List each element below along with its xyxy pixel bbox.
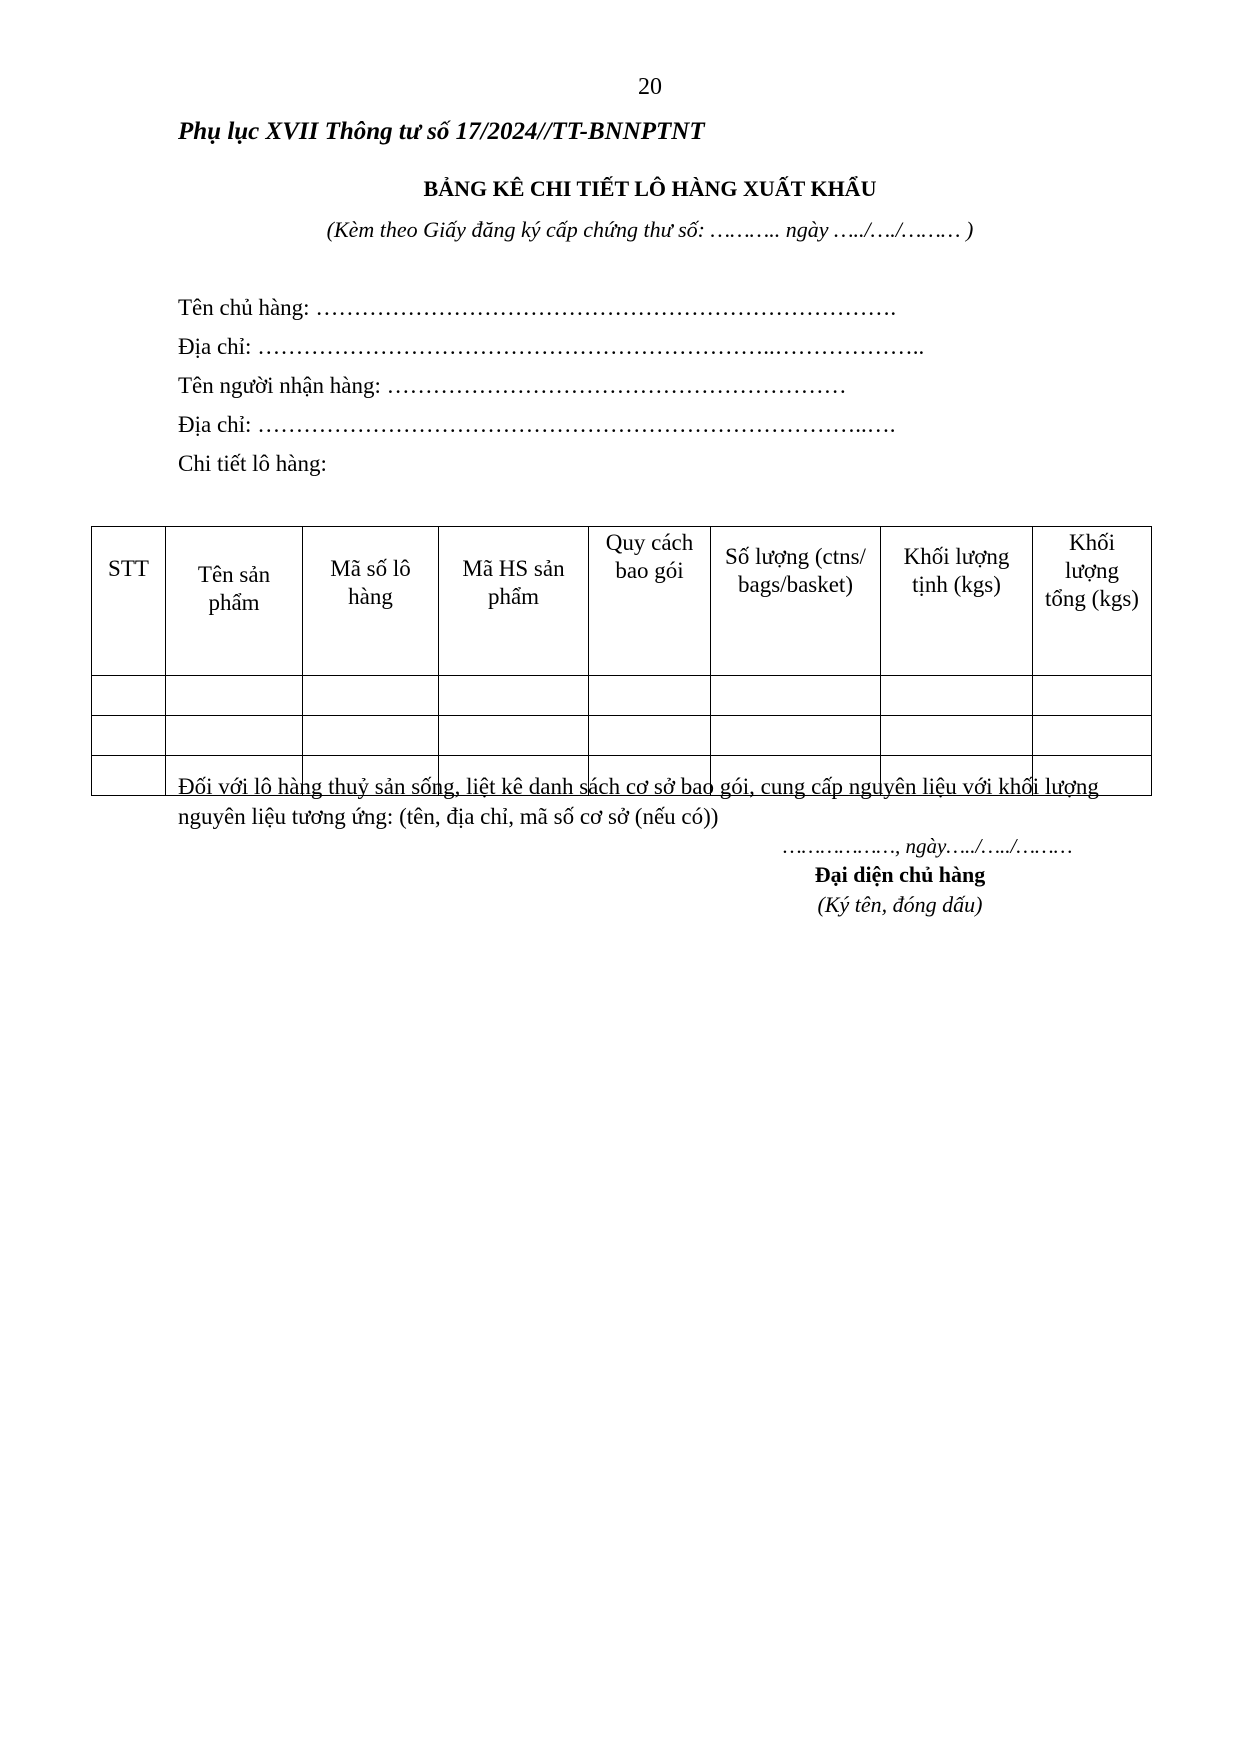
table-cell: [589, 716, 711, 756]
field-consignee-address: Địa chỉ: ……………………………………………………………………..….: [178, 412, 896, 437]
header-net-weight: Khối lượng tịnh (kgs): [881, 527, 1033, 676]
header-gross-weight: Khối lượng tổng (kgs): [1033, 527, 1152, 676]
table-cell: [1033, 716, 1152, 756]
table-row: [92, 676, 1152, 716]
table-cell: [881, 716, 1033, 756]
table-cell: [92, 676, 166, 716]
field-shipment-details: Chi tiết lô hàng:: [178, 451, 327, 476]
table-cell: [1033, 676, 1152, 716]
document-subtitle: (Kèm theo Giấy đăng ký cấp chứng thư số: ……….. ngày …../…./……… ): [326, 217, 974, 242]
header-stt: STT: [92, 527, 166, 676]
table-cell: [439, 676, 589, 716]
header-hs-code: Mã HS sản phẩm: [439, 527, 589, 676]
header-lot-code: Mã số lô hàng: [303, 527, 439, 676]
table-cell: [589, 676, 711, 716]
table-cell: [303, 676, 439, 716]
table-cell: [711, 676, 881, 716]
document-title: BẢNG KÊ CHI TIẾT LÔ HÀNG XUẤT KHẨU: [423, 176, 877, 201]
field-shipper-address: Địa chỉ: …………………………………………………………..………………..: [178, 334, 925, 359]
table-cell: [439, 716, 589, 756]
field-shipper-name: Tên chủ hàng: ………………………………………………………………….: [178, 295, 897, 320]
live-seafood-note: Đối với lô hàng thuỷ sản sống, liệt kê danh sách cơ sở bao gói, cung cấp nguyên liệu với khối lượng nguyên liệu tương ứng: (tên, địa chỉ, mã số cơ sở (nếu có)): [178, 774, 1099, 829]
page-number: 20: [638, 74, 662, 100]
signature-title: Đại diện chủ hàng: [814, 862, 986, 887]
field-consignee-name: Tên người nhận hàng: ……………………………………………………: [178, 373, 847, 398]
table-cell: [166, 676, 303, 716]
header-product-name: Tên sản phẩm: [166, 527, 303, 676]
table-cell: [166, 716, 303, 756]
table-row: [92, 716, 1152, 756]
header-quantity: Số lượng (ctns/bags/basket): [711, 527, 881, 676]
signature-instruction: (Ký tên, đóng dấu): [817, 892, 983, 917]
table-cell: [303, 716, 439, 756]
signature-date-line: ………………, ngày…../…../………: [783, 834, 1073, 858]
appendix-heading: Phụ lục XVII Thông tư số 17/2024//TT-BNNPTNT: [178, 118, 705, 145]
table-cell: [92, 716, 166, 756]
shipment-detail-table: [91, 526, 1152, 796]
table-cell: [711, 716, 881, 756]
table-cell: [881, 676, 1033, 716]
table-header-row: [92, 527, 1152, 676]
header-packing-spec: Quy cách bao gói: [589, 527, 711, 676]
table-cell: [92, 756, 166, 796]
